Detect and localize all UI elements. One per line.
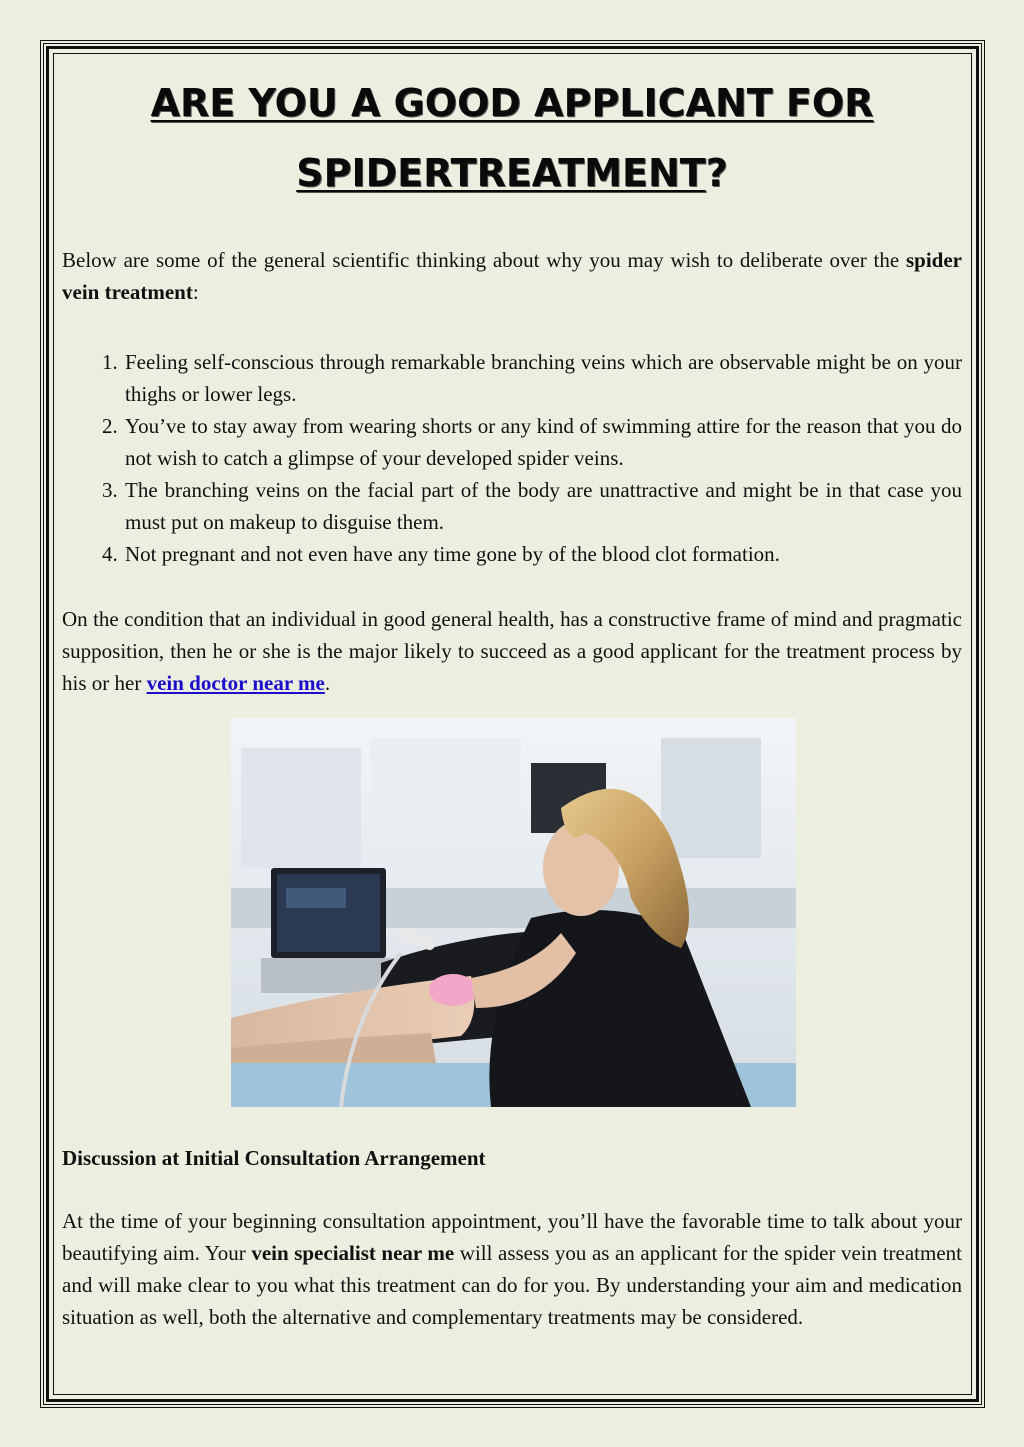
page-title	[62, 68, 962, 208]
reasons-list	[62, 346, 962, 570]
list-item: 1. Feeling self-conscious through remarkable branching veins which are observable might be on your thighs or lower legs.	[123, 346, 962, 410]
consultation-text-rest: will assess you as an applicant for the spider vein treatment and will make clear to you what this treatment can do for you. By understanding your aim and medication situation as well, both the alternative and complementary treatments may be considered.	[62, 1241, 962, 1329]
condition-text: On the condition that an individual in good general health, has a constructive frame of mind and pragmatic supposition, then he or she is the major likely to succeed as a good applicant for the treatment process by his or her	[62, 607, 962, 695]
consultation-bold-term: vein specialist near me	[251, 1241, 455, 1265]
list-item: 3. The branching veins on the facial part of the body are unattractive and might be in that case you must put on makeup to disguise them.	[123, 474, 962, 538]
vein-doctor-link[interactable]: vein doctor near me	[146, 671, 325, 695]
document-body	[62, 68, 962, 699]
consultation-paragraph	[62, 1205, 962, 1333]
list-item: 4. Not pregnant and not even have any time gone by of the blood clot formation.	[123, 538, 962, 570]
intro-bold-term: spider vein treatment	[62, 248, 962, 304]
title-line-1: ARE YOU A GOOD APPLICANT FOR	[150, 81, 874, 125]
title-question-mark: ?	[705, 151, 728, 195]
treatment-photo	[231, 718, 796, 1107]
title-line-2: SPIDERTREATMENT	[296, 151, 706, 195]
section-heading: Discussion at Initial Consultation Arrangement	[62, 1146, 486, 1170]
intro-colon: :	[192, 280, 199, 304]
intro-paragraph	[62, 244, 962, 308]
condition-paragraph	[62, 603, 962, 699]
treatment-illustration	[231, 718, 796, 1107]
condition-period: .	[324, 671, 331, 695]
intro-text: Below are some of the general scientific thinking about why you may wish to deliberate over the	[62, 248, 906, 272]
consultation-text: At the time of your beginning consultation appointment, you’ll have the favorable time to talk about your beautifying aim. Your	[62, 1209, 962, 1265]
list-item: 2. You’ve to stay away from wearing shorts or any kind of swimming attire for the reason that you do not wish to catch a glimpse of your developed spider veins.	[123, 410, 962, 474]
